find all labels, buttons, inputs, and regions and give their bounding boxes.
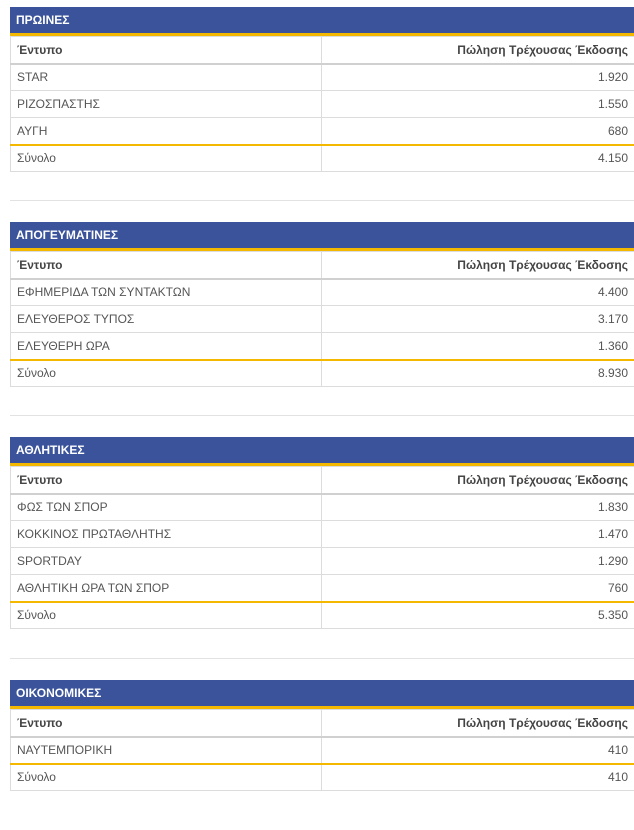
row-name: ΑΥΓΗ <box>11 118 322 145</box>
total-label: Σύνολο <box>11 764 322 791</box>
table-row <box>11 333 634 360</box>
total-value: 5.350 <box>322 602 634 629</box>
row-value: 410 <box>322 737 634 764</box>
table-header-row <box>11 252 634 279</box>
column-header-name: Έντυπο <box>11 37 322 64</box>
column-header-sales: Πώληση Τρέχουσας Έκδοσης <box>322 710 634 737</box>
row-value: 1.470 <box>322 521 634 548</box>
row-value: 1.920 <box>322 64 634 91</box>
section-apogevmatines <box>10 222 634 387</box>
sales-table <box>10 251 634 387</box>
section-divider <box>10 658 634 659</box>
row-value: 3.170 <box>322 306 634 333</box>
section-athlitikes <box>10 437 634 629</box>
row-name: ΡΙΖΟΣΠΑΣΤΗΣ <box>11 91 322 118</box>
row-value: 1.830 <box>322 494 634 521</box>
table-row <box>11 521 634 548</box>
sales-table <box>10 36 634 172</box>
total-label: Σύνολο <box>11 145 322 172</box>
row-value: 1.360 <box>322 333 634 360</box>
row-name: ΕΛΕΥΘΕΡΟΣ ΤΥΠΟΣ <box>11 306 322 333</box>
row-name: SPORTDAY <box>11 548 322 575</box>
section-proines <box>10 7 634 172</box>
sales-table <box>10 709 634 791</box>
total-row <box>11 145 634 172</box>
column-header-name: Έντυπο <box>11 252 322 279</box>
column-header-sales: Πώληση Τρέχουσας Έκδοσης <box>322 467 634 494</box>
row-value: 1.290 <box>322 548 634 575</box>
total-label: Σύνολο <box>11 360 322 387</box>
row-name: ΕΦΗΜΕΡΙΔΑ ΤΩΝ ΣΥΝΤΑΚΤΩΝ <box>11 279 322 306</box>
table-row <box>11 64 634 91</box>
section-title: ΟΙΚΟΝΟΜΙΚΕΣ <box>10 680 634 709</box>
column-header-sales: Πώληση Τρέχουσας Έκδοσης <box>322 37 634 64</box>
table-row <box>11 306 634 333</box>
section-divider <box>10 200 634 201</box>
column-header-name: Έντυπο <box>11 710 322 737</box>
table-row <box>11 548 634 575</box>
sales-table <box>10 466 634 629</box>
table-header-row <box>11 467 634 494</box>
row-value: 4.400 <box>322 279 634 306</box>
total-value: 410 <box>322 764 634 791</box>
row-value: 760 <box>322 575 634 602</box>
total-row <box>11 764 634 791</box>
section-divider <box>10 415 634 416</box>
table-header-row <box>11 710 634 737</box>
section-title: ΠΡΩΙΝΕΣ <box>10 7 634 36</box>
row-value: 680 <box>322 118 634 145</box>
column-header-name: Έντυπο <box>11 467 322 494</box>
table-row <box>11 91 634 118</box>
section-title: ΑΘΛΗΤΙΚΕΣ <box>10 437 634 466</box>
table-row <box>11 279 634 306</box>
row-name: ΝΑΥΤΕΜΠΟΡΙΚΗ <box>11 737 322 764</box>
row-value: 1.550 <box>322 91 634 118</box>
table-row <box>11 494 634 521</box>
row-name: STAR <box>11 64 322 91</box>
table-row <box>11 575 634 602</box>
total-row <box>11 360 634 387</box>
table-row <box>11 118 634 145</box>
table-row <box>11 737 634 764</box>
total-row <box>11 602 634 629</box>
table-header-row <box>11 37 634 64</box>
section-oikonomikes <box>10 680 634 791</box>
total-value: 8.930 <box>322 360 634 387</box>
section-title: ΑΠΟΓΕΥΜΑΤΙΝΕΣ <box>10 222 634 251</box>
row-name: ΑΘΛΗΤΙΚΗ ΩΡΑ ΤΩΝ ΣΠΟΡ <box>11 575 322 602</box>
total-label: Σύνολο <box>11 602 322 629</box>
total-value: 4.150 <box>322 145 634 172</box>
column-header-sales: Πώληση Τρέχουσας Έκδοσης <box>322 252 634 279</box>
row-name: ΚΟΚΚΙΝΟΣ ΠΡΩΤΑΘΛΗΤΗΣ <box>11 521 322 548</box>
row-name: ΕΛΕΥΘΕΡΗ ΩΡΑ <box>11 333 322 360</box>
row-name: ΦΩΣ ΤΩΝ ΣΠΟΡ <box>11 494 322 521</box>
